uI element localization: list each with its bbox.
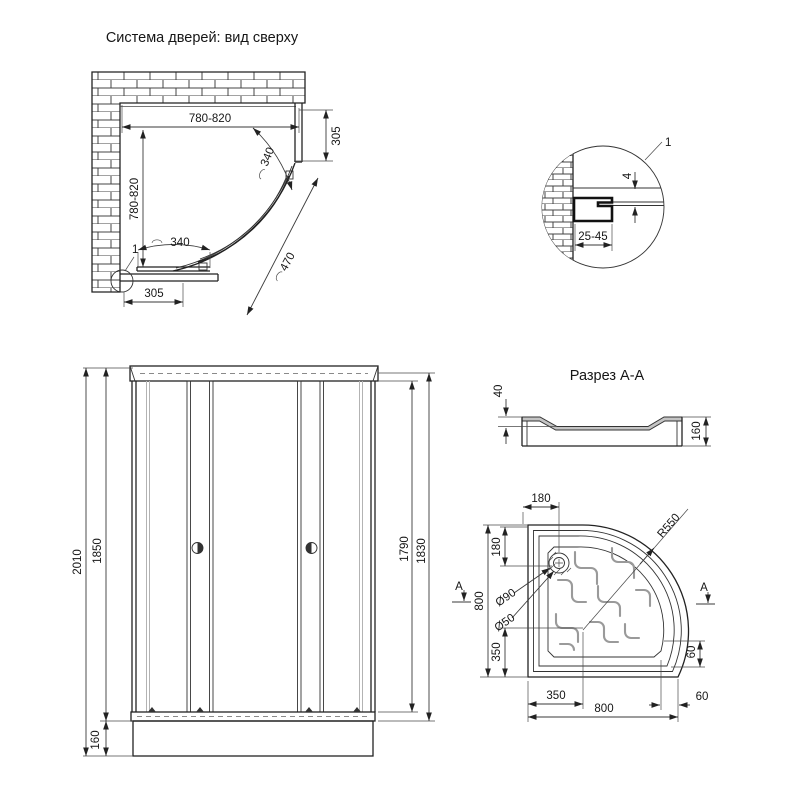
drain-inner-label: Ø50 <box>492 611 518 635</box>
dim-arc-bottom-label: 340 <box>170 237 190 249</box>
brick-wall <box>92 72 305 292</box>
dim-total-height-label: 2010 <box>72 549 84 575</box>
section-view <box>493 368 711 446</box>
dim-arc-right-label: 340 <box>258 145 278 169</box>
dim-tray-height-label: 160 <box>90 730 102 750</box>
callout-1 <box>125 244 138 271</box>
tray-section-profile <box>522 417 682 430</box>
dim-range <box>575 224 612 251</box>
front-view <box>72 366 435 756</box>
antislip-pattern <box>556 548 650 650</box>
dim-gap <box>622 172 635 223</box>
section-marker-right-label: A <box>700 582 708 594</box>
drain-leaders <box>493 568 554 634</box>
tray-base-front <box>133 721 373 756</box>
radius-label: R550 <box>655 511 683 541</box>
dim-rim-height-label: 40 <box>493 384 505 398</box>
section-marker-left <box>452 581 471 602</box>
dim-section-height <box>682 417 711 446</box>
dim-door-height-label: 1830 <box>416 538 428 564</box>
curved-glass <box>173 163 295 271</box>
header-rail <box>130 366 378 381</box>
dim-arc-diag <box>247 178 318 315</box>
drain <box>548 552 571 575</box>
detail-callout-1 <box>645 137 671 160</box>
dim-frame-height-label: 1850 <box>92 538 104 564</box>
dim-width-top <box>122 105 299 133</box>
dim-door-bottom <box>124 283 183 307</box>
top-view <box>92 30 343 315</box>
tray-view <box>452 493 715 722</box>
dim-rim-bottom-label: 60 <box>695 691 709 703</box>
dim-side-left-label: 800 <box>474 591 486 611</box>
dim-section-height-label: 160 <box>691 421 703 441</box>
dim-gap-label: 4 <box>622 172 634 180</box>
dim-width-left-label: 780-820 <box>129 177 141 221</box>
bottom-wall-profile <box>120 263 218 281</box>
section-title: Разрез А-А <box>569 368 645 384</box>
door-handle-left <box>192 543 203 554</box>
dim-rim-bottom <box>649 660 708 710</box>
dim-tray-height <box>90 721 106 756</box>
door-handle-right <box>306 543 317 554</box>
dim-drain-x-label: 180 <box>531 493 551 505</box>
right-wall-profile <box>286 103 302 179</box>
dim-door-bottom-label: 305 <box>144 288 164 300</box>
detail-view <box>540 137 671 272</box>
dim-drain-y <box>491 527 552 566</box>
dim-side-bottom-label: 800 <box>594 703 614 715</box>
wall-profile-section <box>574 198 612 221</box>
dim-range-label: 25-45 <box>578 231 608 243</box>
dim-drain-y-label: 180 <box>491 537 503 557</box>
dim-width-top-label: 780-820 <box>188 113 232 125</box>
section-marker-left-label: A <box>455 581 463 593</box>
door-stiles <box>187 381 324 712</box>
dim-center-left-label: 350 <box>491 642 503 662</box>
dim-glass-height-label: 1790 <box>399 536 411 562</box>
drain-outer-label: Ø90 <box>493 586 519 610</box>
frame-profiles <box>132 381 375 712</box>
bottom-rail <box>131 707 375 721</box>
dim-rim-right <box>664 641 705 667</box>
top-view-title: Система дверей: вид сверху <box>105 30 299 46</box>
dim-center-left <box>491 628 583 677</box>
dim-arc-diag-label: 470 <box>278 250 298 274</box>
dim-glass-height <box>378 381 418 712</box>
dim-door-right-label: 305 <box>331 126 343 146</box>
dim-frame-height <box>92 368 133 721</box>
dim-rim-right-label: 60 <box>686 645 698 659</box>
section-marker-right <box>696 582 715 604</box>
callout-1-label: 1 <box>132 244 139 256</box>
detail-callout-label: 1 <box>665 137 672 149</box>
dim-center-bottom-label: 350 <box>546 690 566 702</box>
dim-rim-height <box>493 385 557 444</box>
